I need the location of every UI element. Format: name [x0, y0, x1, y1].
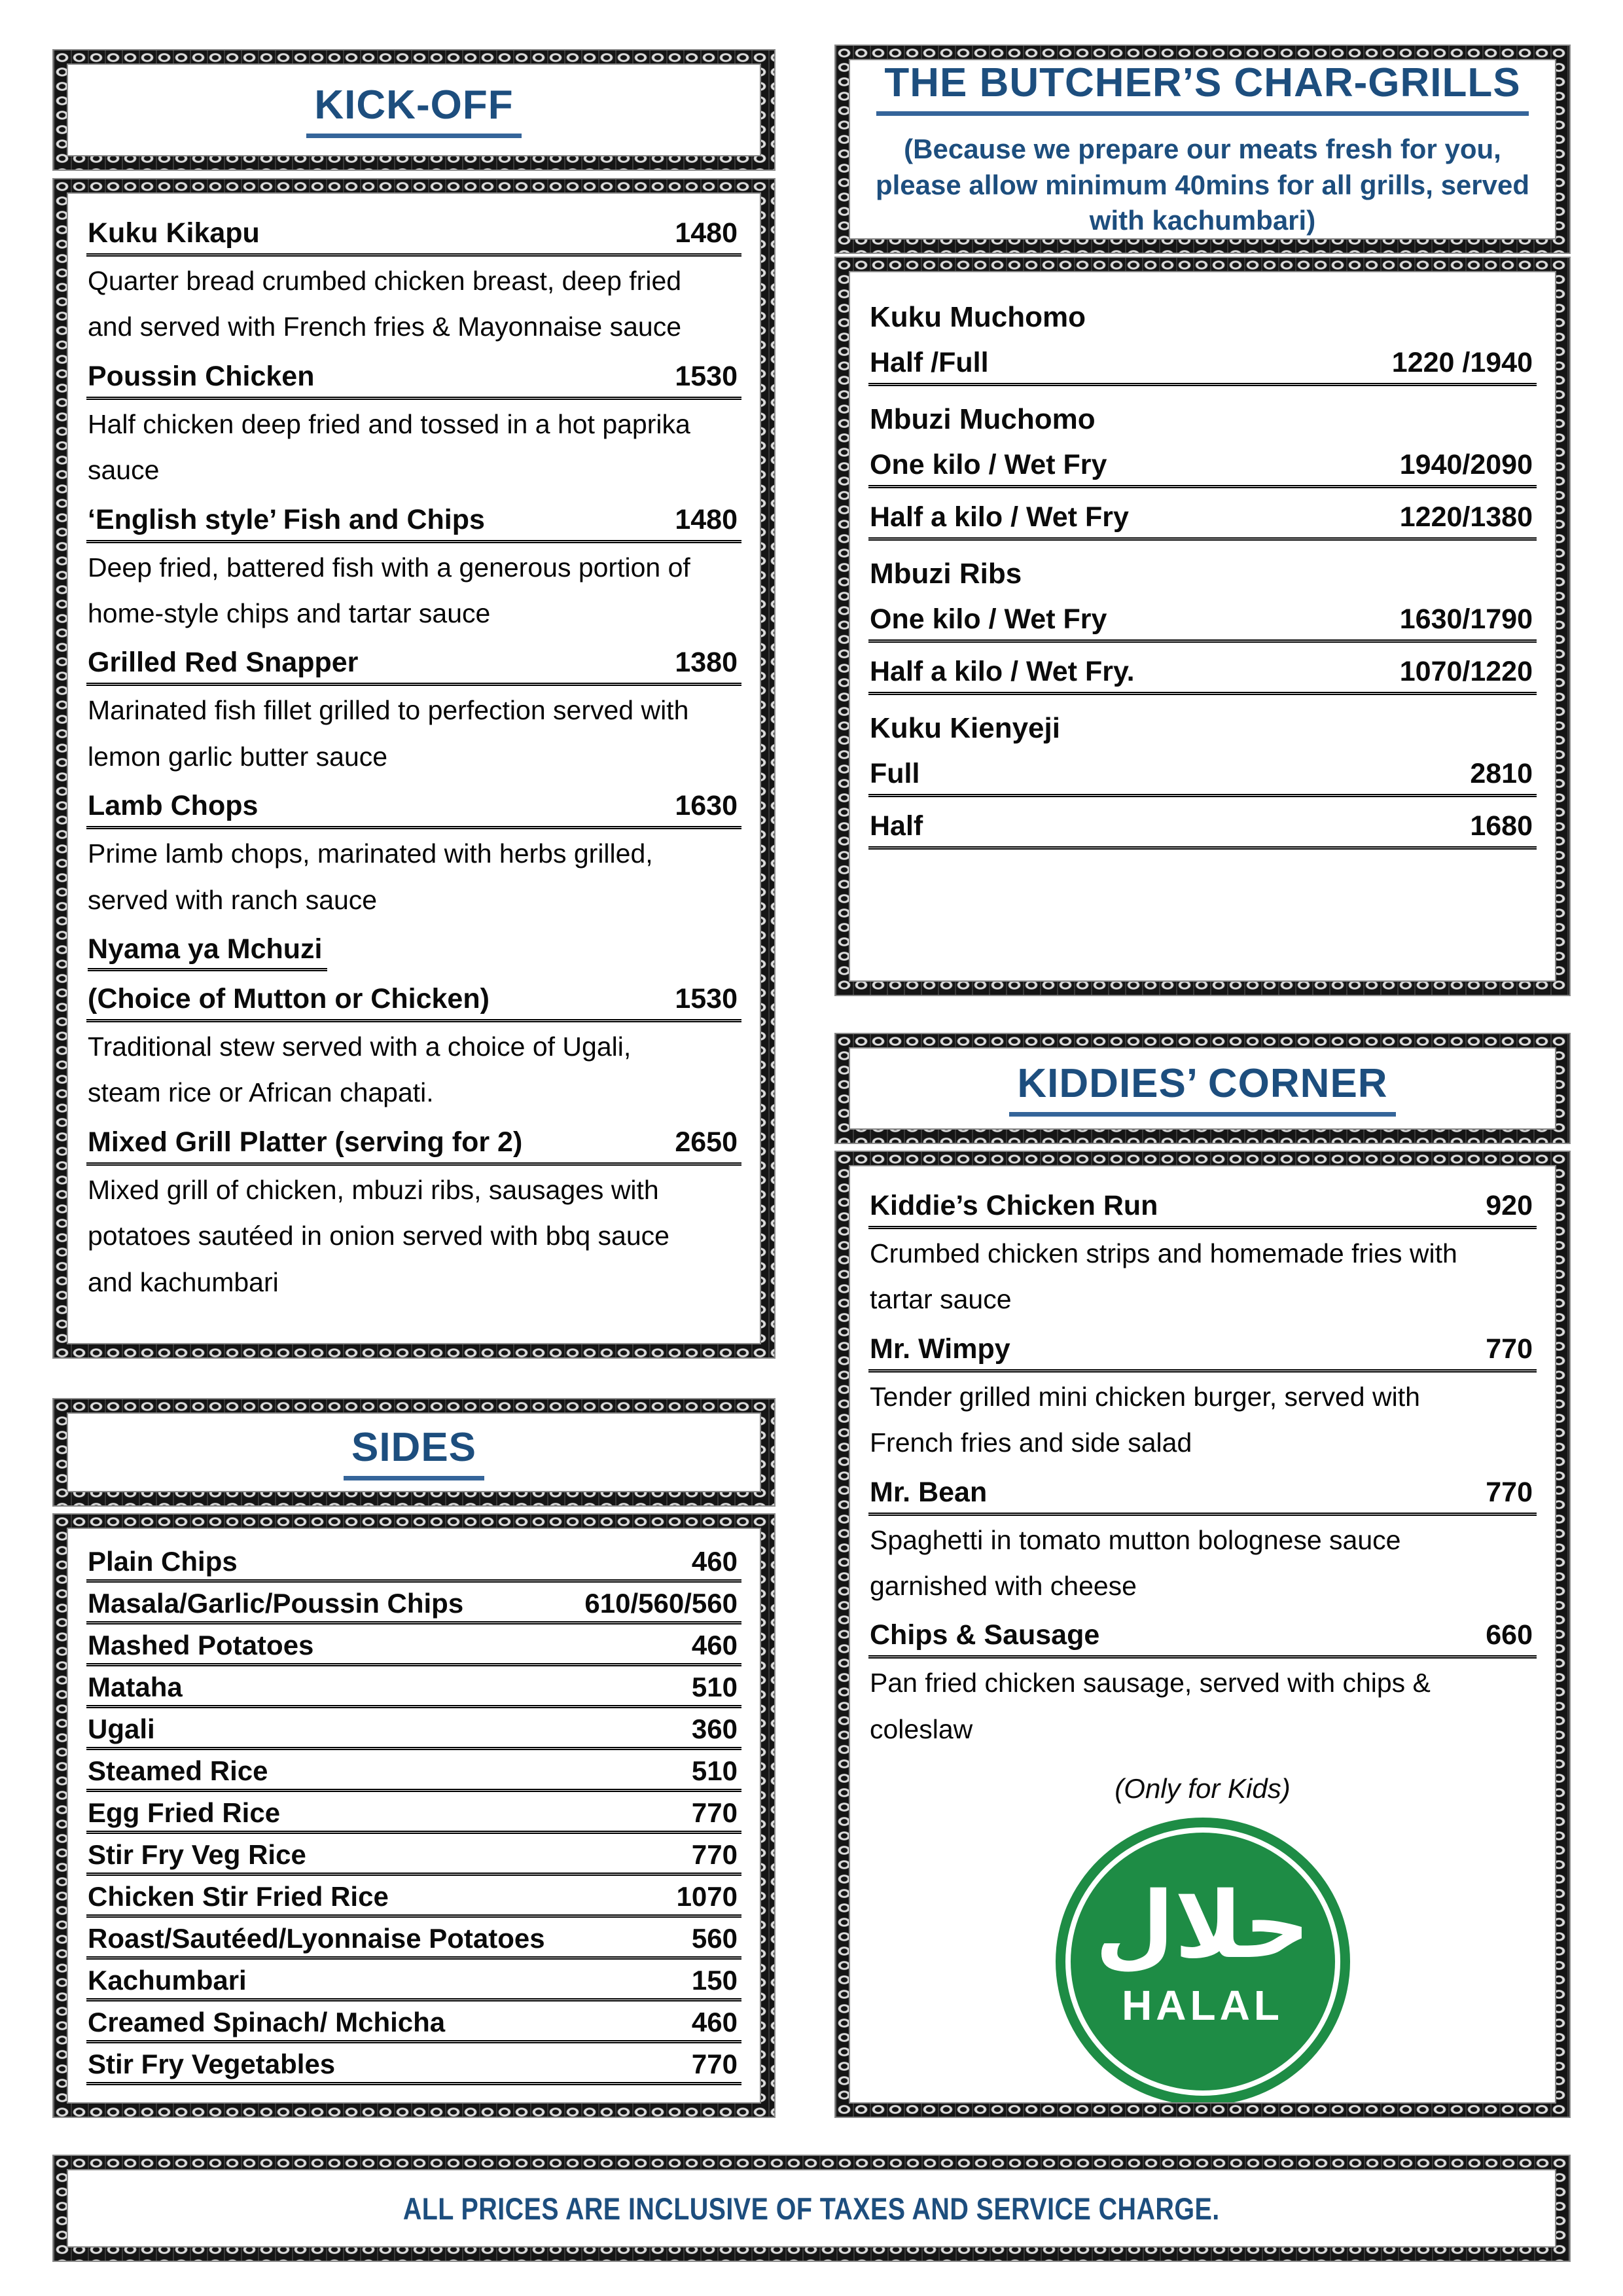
- dish-description-line: served with ranch sauce: [88, 884, 378, 915]
- side-row: [86, 1965, 741, 2001]
- side-row-price: 460: [691, 2007, 738, 2037]
- dish-row-price: 2650: [675, 1126, 738, 1158]
- dish-row: [86, 983, 741, 1022]
- side-row: [86, 1546, 741, 1583]
- dish-description-line: and kachumbari: [88, 1266, 279, 1297]
- dish-row-label: Mr. Bean: [870, 1476, 988, 1508]
- grill-row-price: 1940/2090: [1399, 449, 1533, 480]
- dish-description-line: French fries and side salad: [870, 1427, 1192, 1458]
- dish-row: [868, 1619, 1537, 1659]
- only-for-kids-note: (Only for Kids): [1115, 1773, 1291, 1804]
- side-row: [86, 2007, 741, 2043]
- butcher-note-line: please allow minimum 40mins for all grills, served: [875, 169, 1530, 200]
- dish-description-line: lemon garlic butter sauce: [88, 741, 388, 772]
- dish-description-line: tartar sauce: [870, 1284, 1012, 1315]
- dish-row-label: Kiddie’s Chicken Run: [870, 1190, 1158, 1221]
- side-row-label: Stir Fry Veg Rice: [88, 1839, 306, 1870]
- sides-items-box: [52, 1513, 776, 2118]
- side-row: [86, 1923, 741, 1960]
- dish-row-label: (Choice of Mutton or Chicken): [88, 983, 490, 1015]
- side-row: [86, 1839, 741, 1876]
- side-row: [86, 2049, 741, 2085]
- side-row: [86, 1630, 741, 1666]
- dish-description-line: Mixed grill of chicken, mbuzi ribs, sausages with: [88, 1174, 659, 1205]
- butcher-title: THE BUTCHER’S CHAR-GRILLS: [876, 60, 1528, 116]
- side-row-price: 510: [691, 1672, 738, 1702]
- side-row-price: 770: [691, 1839, 738, 1870]
- grill-row-price: 1680: [1470, 810, 1533, 842]
- dish-description-line: Traditional stew served with a choice of Ugali,: [88, 1031, 632, 1062]
- dish-description-line: Spaghetti in tomato mutton bolognese sauce: [870, 1524, 1401, 1555]
- butcher-list: [850, 272, 1555, 856]
- dish-row: [86, 790, 741, 829]
- halal-arabic-text: حلال: [1095, 1873, 1310, 1980]
- side-row-label: Steamed Rice: [88, 1755, 268, 1786]
- dish-description-line: Half chicken deep fried and tossed in a hot paprika: [88, 408, 690, 439]
- dish-row-label: Mr. Wimpy: [870, 1333, 1010, 1365]
- kickoff-header-box: [52, 49, 776, 171]
- grill-row-label: Half a kilo / Wet Fry: [870, 501, 1129, 533]
- dish-row: [868, 1333, 1537, 1372]
- dish-description-line: Pan fried chicken sausage, served with chips &: [870, 1668, 1431, 1698]
- side-row-label: Roast/Sautéed/Lyonnaise Potatoes: [88, 1923, 545, 1954]
- dish-row: [86, 217, 741, 257]
- side-row: [86, 1881, 741, 1918]
- dish-row-price: 1630: [675, 790, 738, 822]
- dish-name-line: Nyama ya Mchuzi: [88, 933, 327, 971]
- side-row-label: Mashed Potatoes: [88, 1630, 314, 1660]
- side-row-price: 510: [691, 1755, 738, 1786]
- halal-latin-text: HALAL: [1122, 1982, 1283, 2030]
- grill-row-label: One kilo / Wet Fry: [870, 449, 1107, 480]
- kiddies-items-box: [834, 1151, 1571, 2118]
- side-row-label: Ugali: [88, 1713, 155, 1744]
- dish-row: [868, 1190, 1537, 1229]
- dish-description-line: steam rice or African chapati.: [88, 1077, 434, 1108]
- grill-row: [868, 810, 1537, 850]
- sides-header-box: [52, 1398, 776, 1507]
- dish-row-price: 1380: [675, 647, 738, 679]
- grill-row-price: 1220 /1940: [1391, 347, 1533, 378]
- grill-row: [868, 347, 1537, 386]
- grill-group-name: Kuku Kienyeji: [870, 712, 1060, 744]
- halal-ring: [1065, 1827, 1340, 2096]
- dish-description-line: Tender grilled mini chicken burger, served with: [870, 1381, 1420, 1412]
- grill-row-price: 1070/1220: [1399, 656, 1533, 687]
- grill-row-price: 2810: [1470, 758, 1533, 789]
- dish-row-price: 1530: [675, 983, 738, 1015]
- side-row-label: Creamed Spinach/ Mchicha: [88, 2007, 446, 2037]
- dish-row-label: Mixed Grill Platter (serving for 2): [88, 1126, 523, 1158]
- side-row: [86, 1797, 741, 1834]
- side-row-label: Mataha: [88, 1672, 183, 1702]
- side-row-price: 460: [691, 1546, 738, 1577]
- dish-description-line: sauce: [88, 455, 160, 486]
- butcher-items-box: [834, 257, 1571, 996]
- footer-text: ALL PRICES ARE INCLUSIVE OF TAXES AND SERVICE CHARGE.: [403, 2191, 1220, 2226]
- dish-description-line: coleslaw: [870, 1713, 973, 1744]
- dish-description-line: Quarter bread crumbed chicken breast, deep fried: [88, 266, 682, 296]
- side-row-label: Chicken Stir Fried Rice: [88, 1881, 389, 1912]
- grill-row-label: Half: [870, 810, 923, 842]
- side-row-price: 770: [691, 2049, 738, 2079]
- butcher-header-box: [834, 45, 1571, 254]
- grill-row-price: 1220/1380: [1399, 501, 1533, 533]
- dish-row-price: 920: [1486, 1190, 1533, 1221]
- butcher-note: [876, 132, 1529, 239]
- footer-box: [52, 2155, 1571, 2262]
- sides-title: SIDES: [344, 1424, 484, 1480]
- grill-row-label: Half a kilo / Wet Fry.: [870, 656, 1135, 687]
- dish-row: [86, 361, 741, 400]
- kiddies-list: [850, 1166, 1555, 1757]
- dish-row-price: 1530: [675, 360, 738, 392]
- dish-row: [868, 1477, 1537, 1516]
- dish-row: [86, 504, 741, 543]
- kiddies-title: KIDDIES’ CORNER: [1009, 1060, 1395, 1117]
- side-row-price: 770: [691, 1797, 738, 1828]
- grill-row-label: Full: [870, 758, 920, 789]
- side-row: [86, 1713, 741, 1750]
- grill-row-label: Half /Full: [870, 347, 989, 378]
- dish-row-label: Chips & Sausage: [870, 1619, 1100, 1651]
- grill-group-name: Mbuzi Muchomo: [870, 403, 1096, 435]
- butcher-note-line: with kachumbari): [1089, 205, 1316, 236]
- grill-row-price: 1630/1790: [1399, 603, 1533, 635]
- side-row-price: 150: [691, 1965, 738, 1996]
- side-row-price: 560: [691, 1923, 738, 1954]
- kiddies-header-box: [834, 1033, 1571, 1144]
- grill-row: [868, 656, 1537, 695]
- side-row: [86, 1672, 741, 1708]
- dish-description-line: Crumbed chicken strips and homemade fries with: [870, 1238, 1457, 1268]
- side-row-price: 610/560/560: [584, 1588, 738, 1619]
- side-row-price: 360: [691, 1713, 738, 1744]
- side-row-price: 460: [691, 1630, 738, 1660]
- grill-group-name: Mbuzi Ribs: [870, 558, 1022, 590]
- grill-row: [868, 758, 1537, 797]
- dish-row-price: 1480: [675, 503, 738, 535]
- dish-description-line: and served with French fries & Mayonnaise sauce: [88, 312, 682, 342]
- grill-row: [868, 501, 1537, 541]
- dish-row-price: 770: [1486, 1476, 1533, 1508]
- dish-row-label: ‘English style’ Fish and Chips: [88, 503, 485, 535]
- grill-row-label: One kilo / Wet Fry: [870, 603, 1107, 635]
- dish-description-line: Marinated fish fillet grilled to perfection served with: [88, 695, 689, 726]
- dish-row-price: 1480: [675, 217, 738, 249]
- dish-row: [86, 647, 741, 686]
- sides-list: [68, 1529, 760, 2092]
- side-row-price: 1070: [676, 1881, 738, 1912]
- dish-description-line: Deep fried, battered fish with a generous portion of: [88, 552, 690, 583]
- butcher-note-line: (Because we prepare our meats fresh for you,: [904, 134, 1501, 165]
- halal-logo: [1056, 1818, 1350, 2104]
- grill-row: [868, 603, 1537, 643]
- dish-description-line: potatoes sautéed in onion served with bbq sauce: [88, 1221, 669, 1251]
- side-row-label: Masala/Garlic/Poussin Chips: [88, 1588, 464, 1619]
- side-row-label: Stir Fry Vegetables: [88, 2049, 336, 2079]
- grill-group-name: Kuku Muchomo: [870, 301, 1086, 333]
- side-row-label: Egg Fried Rice: [88, 1797, 281, 1828]
- side-row-label: Plain Chips: [88, 1546, 238, 1577]
- dish-description-line: garnished with cheese: [870, 1571, 1137, 1602]
- side-row: [86, 1588, 741, 1624]
- dish-row-price: 770: [1486, 1333, 1533, 1365]
- kickoff-list: [68, 194, 760, 1310]
- side-row-label: Kachumbari: [88, 1965, 247, 1996]
- grill-row: [868, 449, 1537, 488]
- kickoff-title: KICK-OFF: [306, 82, 521, 138]
- dish-description-line: Prime lamb chops, marinated with herbs grilled,: [88, 838, 653, 869]
- side-row: [86, 1755, 741, 1792]
- dish-description-line: home-style chips and tartar sauce: [88, 598, 491, 629]
- dish-row-price: 660: [1486, 1619, 1533, 1651]
- dish-row-label: Grilled Red Snapper: [88, 647, 359, 679]
- dish-row-label: Poussin Chicken: [88, 360, 315, 392]
- dish-row-label: Lamb Chops: [88, 790, 259, 822]
- kickoff-items-box: [52, 178, 776, 1359]
- dish-row-label: Kuku Kikapu: [88, 217, 260, 249]
- dish-row: [86, 1126, 741, 1166]
